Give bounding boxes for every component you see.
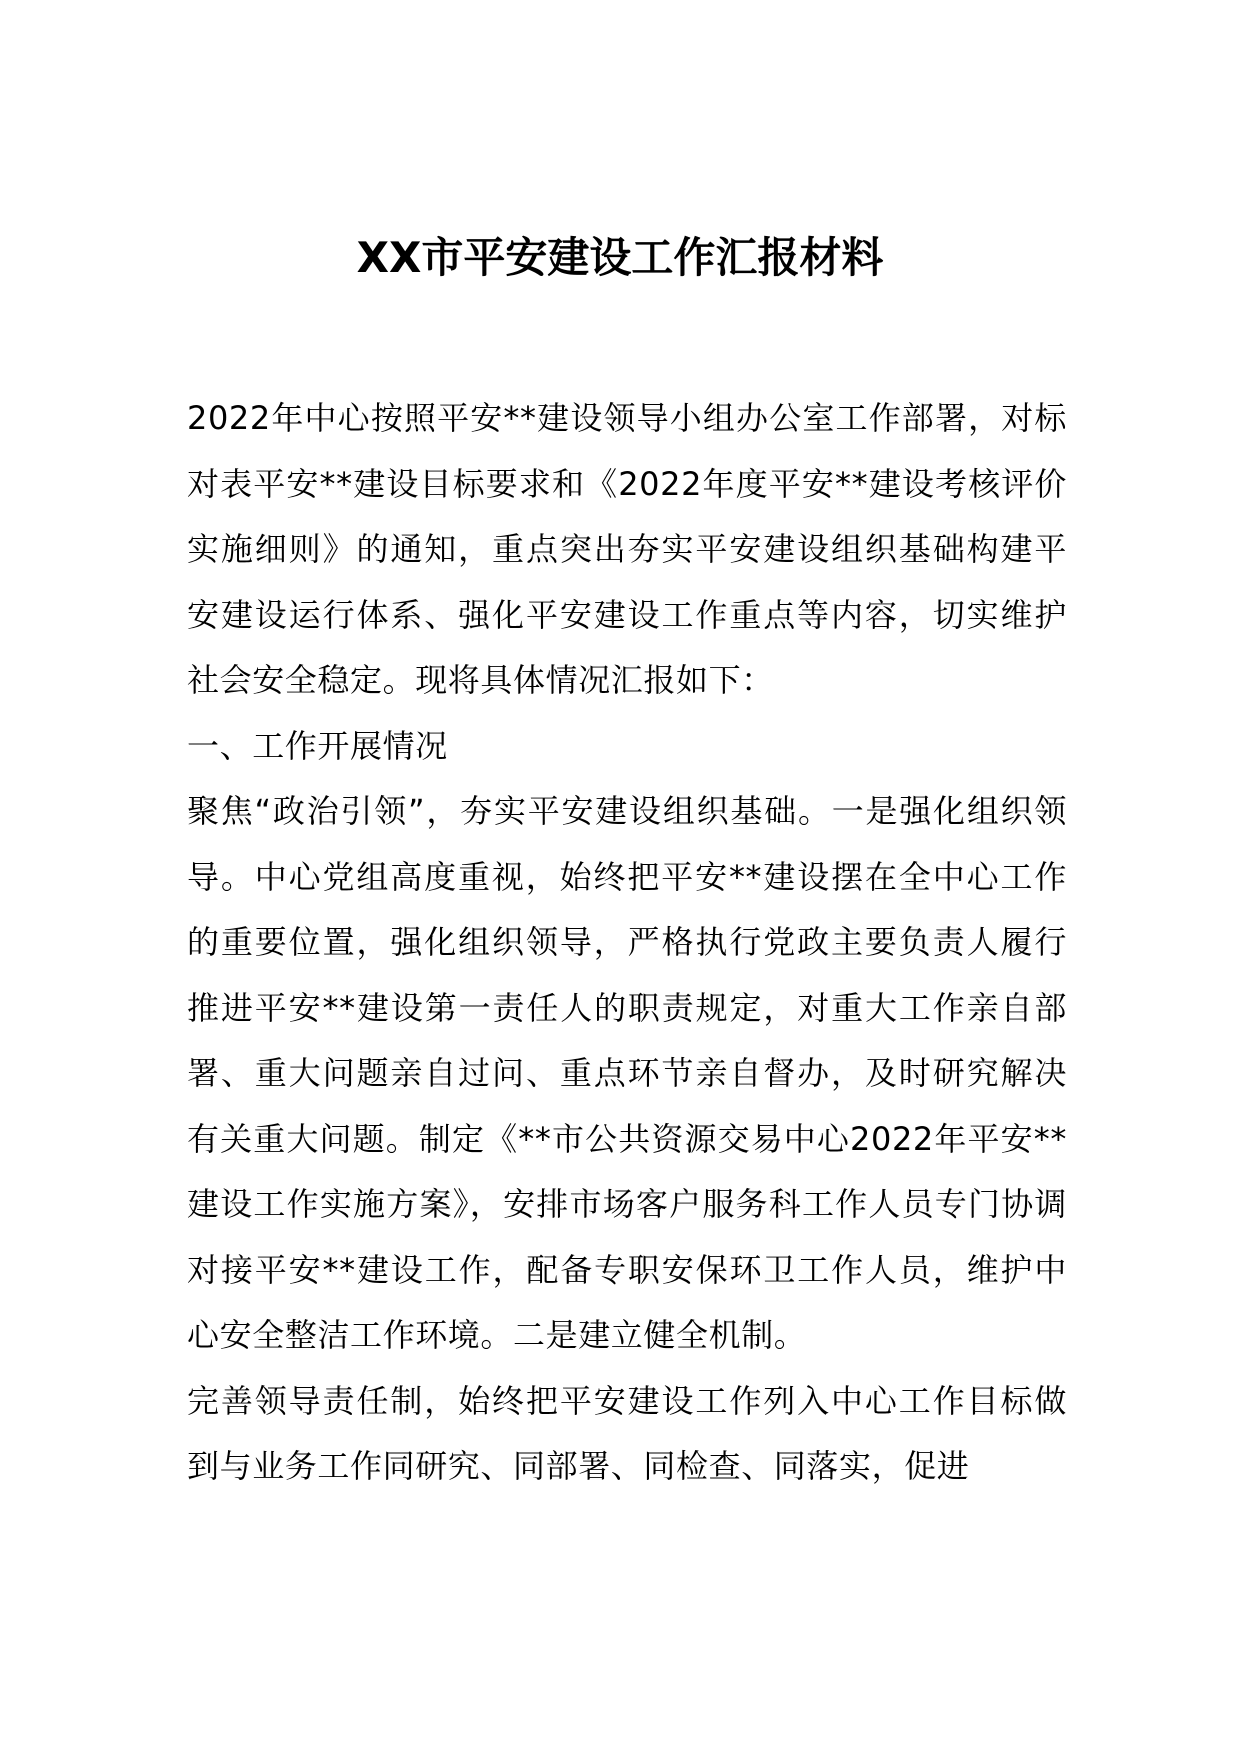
document-title: XX市平安建设工作汇报材料	[356, 233, 884, 283]
section-heading: 一、工作开展情况	[187, 726, 448, 765]
body-paragraph: 完善领导责任制，始终把平安建设工作列入中心工作目标做到与业务工作同研究、同部署、同检查、同落实，促进	[187, 1381, 1067, 1485]
body-paragraph: 聚焦“政治引领”，夯实平安建设组织基础。一是强化组织领导。中心党组高度重视，始终把平安**建设摆在全中心工作的重要位置，强化组织领导，严格执行党政主要负责人履行推进平安**建设第一责任人的职责规定，对重大工作亲自部署、重大问题亲自过问、重点环节亲自督办，及时研究解决有关重大问题。制定《**市公共资源交易中心2022年平安**建设工作实施方案》，安排市场客户服务科工作人员专门协调对接平安**建设工作，配备专职安保环卫工作人员，维护中心安全整洁工作环境。二是建立健全机制。	[187, 792, 1067, 1354]
document-body	[187, 386, 1067, 1500]
intro-paragraph: 2022年中心按照平安**建设领导小组办公室工作部署，对标对表平安**建设目标要求和《2022年度平安**建设考核评价实施细则》的通知，重点突出夯实平安建设组织基础构建平安建设运行体系、强化平安建设工作重点等内容，切实维护社会安全稳定。现将具体情况汇报如下：	[187, 399, 1067, 699]
